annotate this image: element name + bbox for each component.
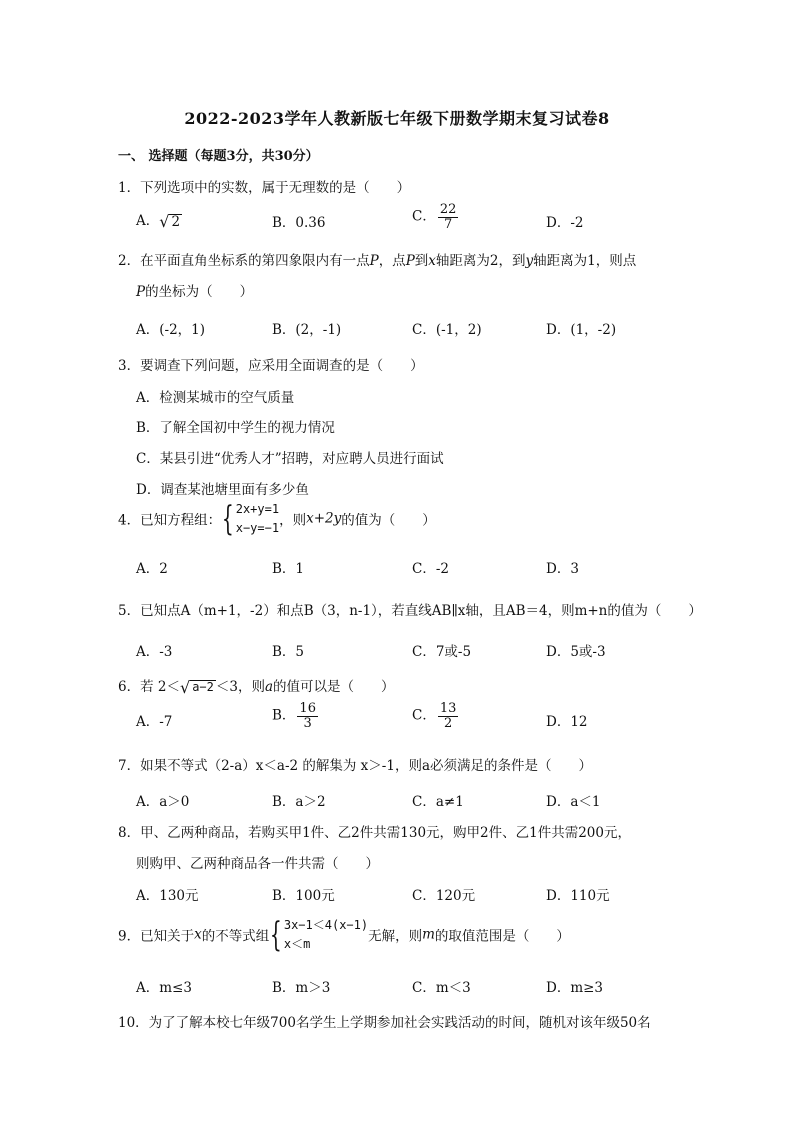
option-letter: C．	[412, 707, 436, 724]
question-5-stem: 5．已知点A（m+1，-2）和点B（3，n-1），若直线AB∥x轴，且AB＝4，则m+n的值为（ ）	[118, 603, 702, 619]
question-2-stem-line-2: P的坐标为（ ）	[136, 284, 254, 300]
question-3-stem: 3．要调查下列问题，应采用全面调查的是（ ）	[118, 358, 424, 374]
option-letter: C．	[412, 208, 436, 225]
question-2-option-d[interactable]: D．(1，-2)	[546, 322, 617, 338]
question-3-option-d[interactable]: D．调查某池塘里面有多少鱼	[136, 482, 309, 498]
question-1-stem: 1．下列选项中的实数，属于无理数的是（ ）	[118, 180, 411, 196]
question-7-option-c[interactable]: C．a≠1	[412, 794, 464, 810]
question-3-option-c[interactable]: C．某县引进“优秀人才”招聘，对应聘人员进行面试	[136, 451, 444, 467]
question-6-option-d[interactable]: D．12	[546, 714, 588, 730]
question-9-option-a[interactable]: A．m≤3	[136, 980, 192, 996]
page-title: 2022-2023学年人教新版七年级下册数学期末复习试卷8	[184, 109, 610, 128]
question-5-option-d[interactable]: D．5或-3	[546, 644, 606, 660]
question-9-stem: 9．已知关于x的不等式组 { 3x−1＜4(x−1) x＜m 无解，则m的取值范围是（ ）	[118, 914, 570, 955]
question-9-option-b[interactable]: B．m＞3	[272, 980, 331, 996]
left-brace: {	[270, 914, 282, 955]
inequality-system: { 3x−1＜4(x−1) x＜m	[270, 914, 369, 955]
question-1-option-c[interactable]	[412, 203, 458, 231]
question-9-option-d[interactable]: D．m≥3	[546, 980, 604, 996]
question-8-option-c[interactable]: C．120元	[412, 888, 476, 904]
option-letter: B．	[272, 707, 296, 724]
question-7-option-a[interactable]: A．a＞0	[136, 794, 190, 810]
question-10-stem: 10．为了了解本校七年级700名学生上学期参加社会实践活动的时间，随机对该年级50名	[118, 1015, 651, 1031]
fraction: $\frac{16}{3}$	[299, 701, 316, 731]
question-8-option-b[interactable]: B．100元	[272, 888, 335, 904]
question-2-option-b[interactable]: B．(2，-1)	[272, 322, 342, 338]
question-5-option-b[interactable]: B．5	[272, 644, 305, 660]
question-2-stem-line-1: 2．在平面直角坐标系的第四象限内有一点P，点P到x轴距离为2，到y轴距离为1，则点	[118, 253, 637, 269]
fraction: $\frac{13}{2}$	[439, 701, 457, 731]
left-brace: {	[221, 498, 234, 539]
question-7-option-b[interactable]: B．a＞2	[272, 794, 326, 810]
fraction: $\frac{22}{7}$	[439, 202, 457, 232]
question-3-option-b[interactable]: B．了解全国初中学生的视力情况	[136, 420, 335, 436]
question-6-stem: 6．若 2＜ √ a−2 ＜3，则a的值可以是（ ）	[118, 677, 395, 697]
question-2-option-c[interactable]: C．(-1，2)	[412, 322, 482, 338]
equation-system: { 2x+y=1 x−y=−1	[221, 498, 280, 539]
question-4-option-d[interactable]: D．3	[546, 561, 579, 577]
square-root: √ 2	[159, 211, 181, 231]
question-8-stem-line-2: 则购甲、乙两种商品各一件共需（ ）	[136, 856, 379, 872]
question-6-option-c[interactable]	[412, 702, 458, 730]
question-1-option-d[interactable]: D．-2	[546, 215, 584, 231]
question-4-option-c[interactable]: C．-2	[412, 561, 449, 577]
question-6-option-a[interactable]: A．-7	[136, 714, 173, 730]
question-7-option-d[interactable]: D．a＜1	[546, 794, 601, 810]
question-8-option-d[interactable]: D．110元	[546, 888, 610, 904]
question-5-option-a[interactable]: A．-3	[136, 644, 173, 660]
question-9-option-c[interactable]: C．m＜3	[412, 980, 471, 996]
question-2-option-a[interactable]: A．(-2，1)	[136, 322, 206, 338]
question-4-option-a[interactable]: A．2	[136, 561, 168, 577]
question-8-option-a[interactable]: A．130元	[136, 888, 199, 904]
question-4-option-b[interactable]: B．1	[272, 561, 305, 577]
question-4-stem: 4．已知方程组： { 2x+y=1 x−y=−1 ，则x+2y的值为（ ）	[118, 498, 436, 539]
question-8-stem-line-1: 8．甲、乙两种商品，若购买甲1件、乙2件共需130元，购甲2件、乙1件共需200元，	[118, 825, 631, 841]
question-1-option-a[interactable]	[136, 209, 182, 230]
option-letter: A．	[136, 213, 160, 229]
question-7-stem: 7．如果不等式（2-a）x＜a-2 的解集为 x＞-1，则a必须满足的条件是（ ）	[118, 758, 592, 774]
question-5-option-c[interactable]: C．7或-5	[412, 644, 472, 660]
square-root: √ a−2	[179, 677, 214, 697]
question-1-option-b[interactable]: B．0.36	[272, 215, 326, 231]
question-6-option-b[interactable]	[272, 702, 318, 730]
section-heading: 一、 选择题（每题3分，共30分）	[118, 149, 319, 164]
question-3-option-a[interactable]: A．检测某城市的空气质量	[136, 390, 295, 406]
